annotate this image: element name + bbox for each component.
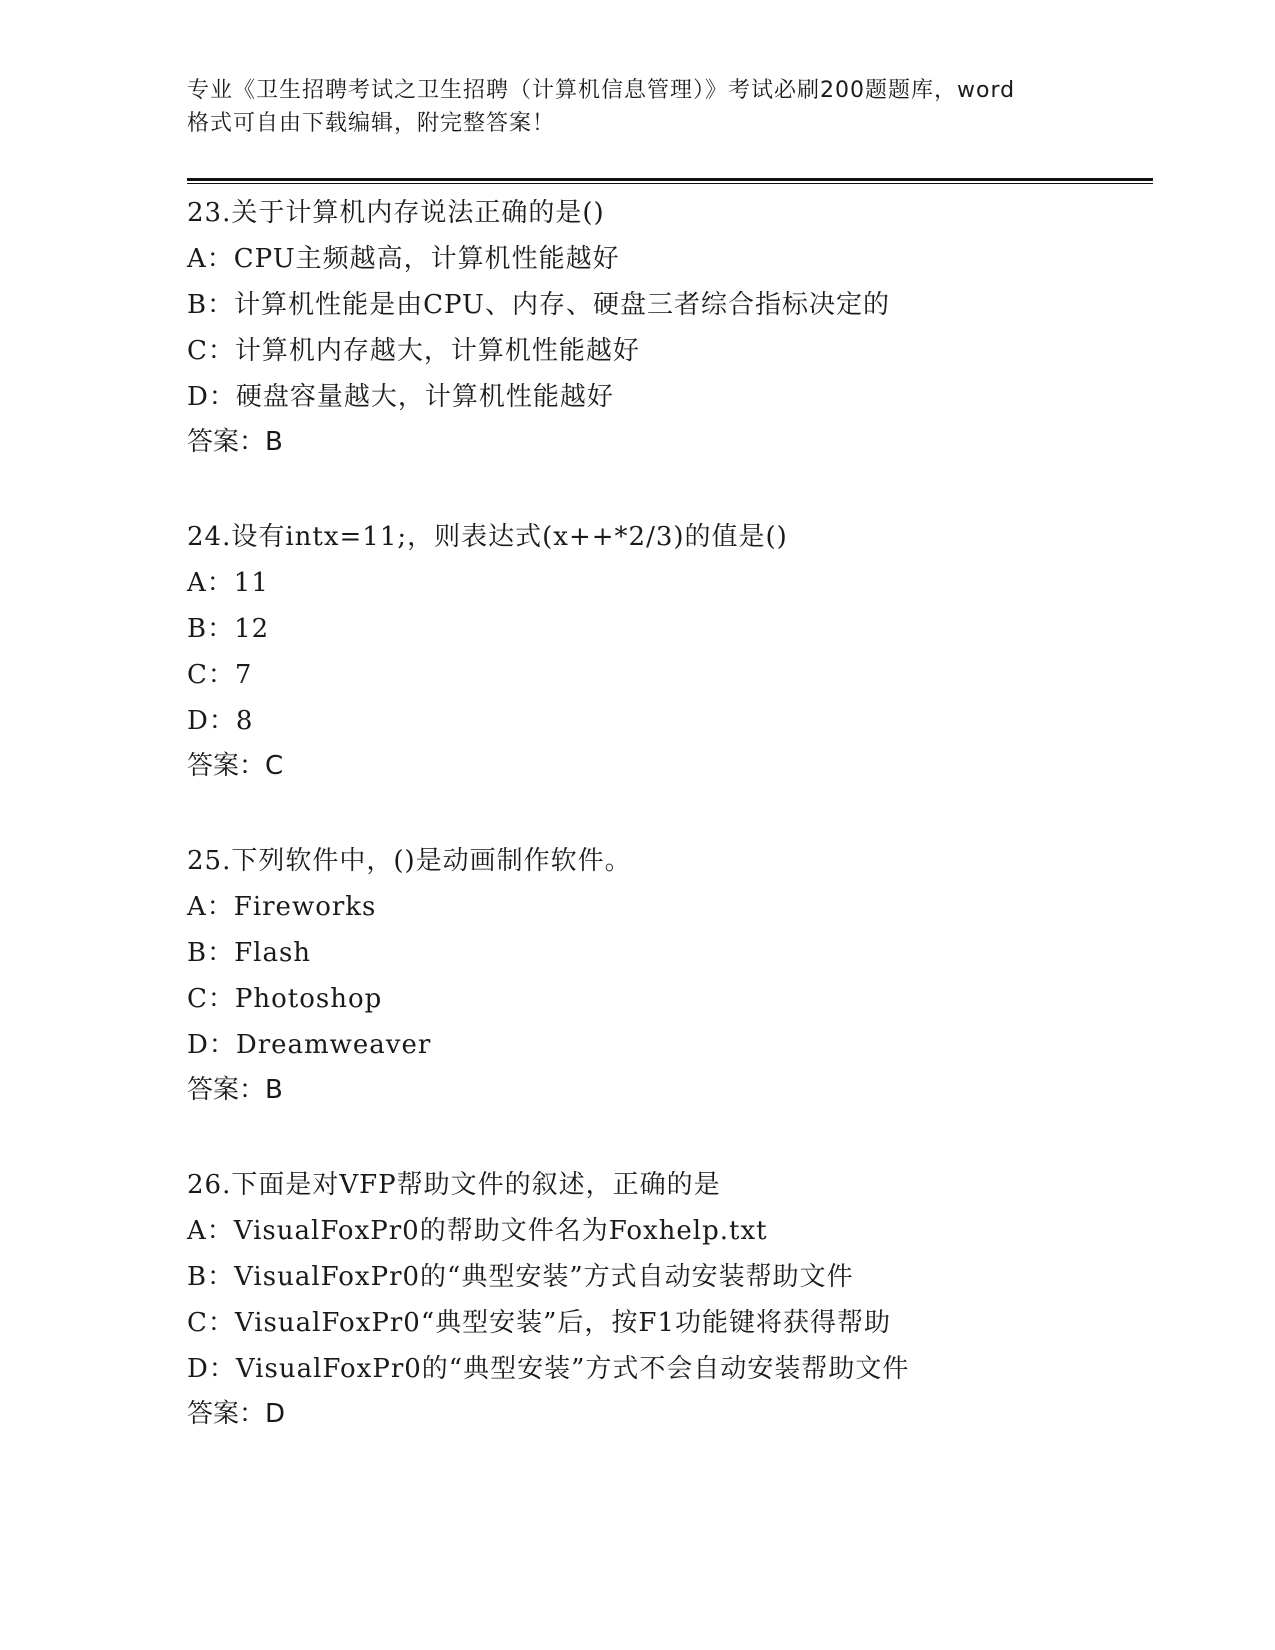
question-25 <box>187 838 1187 1112</box>
option-b: B：计算机性能是由CPU、内存、硬盘三者综合指标决定的 <box>187 290 890 320</box>
option-d: D：8 <box>187 706 254 736</box>
option-c: C：7 <box>187 660 253 690</box>
question-stem: 24.设有intx=11;，则表达式(x++*2/3)的值是() <box>187 522 788 552</box>
option-a: A：Fireworks <box>187 892 377 922</box>
option-b: B：VisualFoxPr0的“典型安装”方式自动安装帮助文件 <box>187 1262 854 1292</box>
option-b: B：12 <box>187 614 270 644</box>
header-line-2: 格式可自由下载编辑，附完整答案！ <box>187 111 556 136</box>
option-c: C：VisualFoxPr0“典型安装”后，按F1功能键将获得帮助 <box>187 1308 891 1338</box>
answer-line: 答案：C <box>187 751 284 781</box>
header-divider <box>187 178 1153 181</box>
header-divider-thin <box>187 183 1153 184</box>
option-a: A：VisualFoxPr0的帮助文件名为Foxhelp.txt <box>187 1216 768 1246</box>
option-c: C：Photoshop <box>187 984 383 1014</box>
question-23 <box>187 190 1187 464</box>
answer-line: 答案：D <box>187 1399 286 1429</box>
document-header <box>187 74 1087 140</box>
option-a: A：11 <box>187 568 269 598</box>
answer-line: 答案：B <box>187 427 283 457</box>
option-a: A：CPU主频越高，计算机性能越好 <box>187 244 620 274</box>
header-line-1: 专业《卫生招聘考试之卫生招聘（计算机信息管理）》考试必刷200题题库，word <box>187 78 1016 103</box>
question-stem: 26.下面是对VFP帮助文件的叙述，正确的是 <box>187 1170 721 1200</box>
option-d: D：硬盘容量越大，计算机性能越好 <box>187 382 614 412</box>
option-d: D：VisualFoxPr0的“典型安装”方式不会自动安装帮助文件 <box>187 1354 910 1384</box>
question-26 <box>187 1162 1187 1436</box>
option-c: C：计算机内存越大，计算机性能越好 <box>187 336 640 366</box>
option-b: B：Flash <box>187 938 312 968</box>
question-stem: 25.下列软件中，()是动画制作软件。 <box>187 846 632 876</box>
question-list <box>187 190 1187 1486</box>
answer-line: 答案：B <box>187 1075 283 1105</box>
question-stem: 23.关于计算机内存说法正确的是() <box>187 198 605 228</box>
question-24 <box>187 514 1187 788</box>
option-d: D：Dreamweaver <box>187 1030 432 1060</box>
